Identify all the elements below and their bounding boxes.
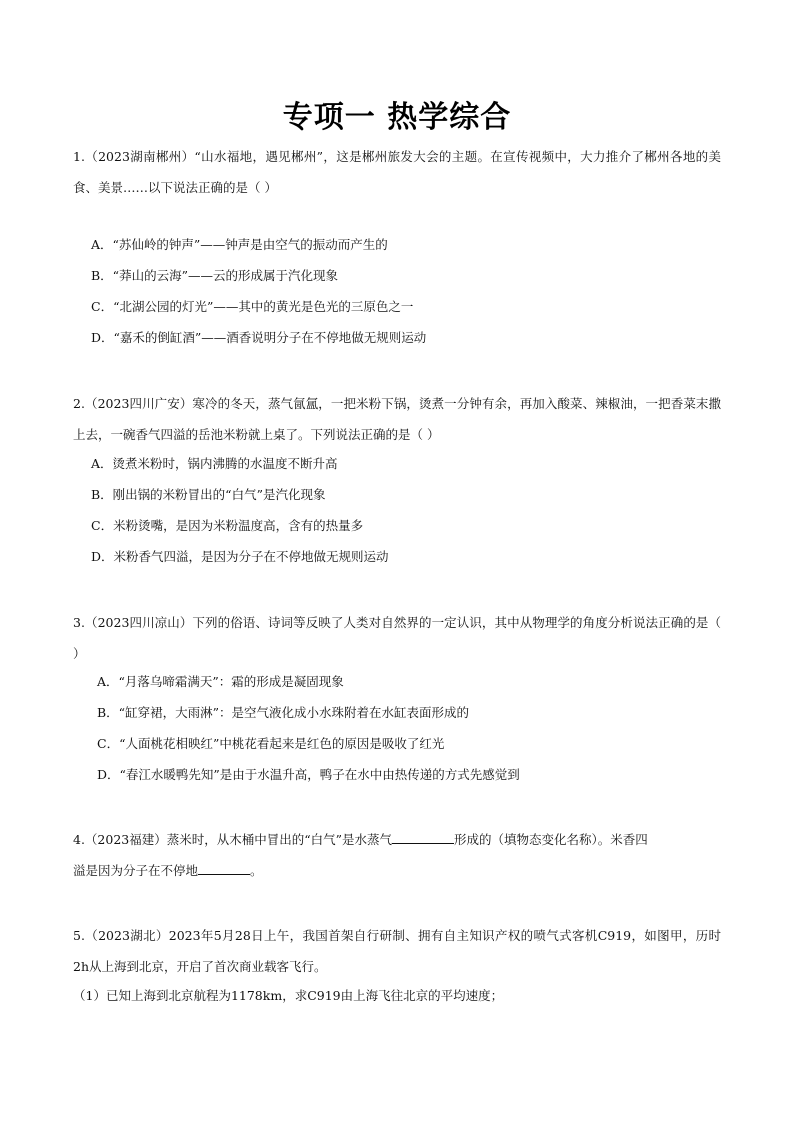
question-4-blank-2[interactable] xyxy=(198,861,250,875)
question-4-line-1 xyxy=(73,830,648,849)
question-4-blank-1[interactable] xyxy=(392,830,454,844)
page-title: 专项一 热学综合 xyxy=(282,100,512,135)
question-5-sub-1: （1）已知上海到北京航程为1178km，求C919由上海飞往北京的平均速度； xyxy=(73,988,504,1003)
question-3-stem: 3.（2023四川凉山）下列的俗语、诗词等反映了人类对自然界的一定认识，其中从物理学的角度分析说法正确的是（ ） xyxy=(73,615,721,661)
question-3-option-d: D．“春江水暖鸭先知”是由于水温升高，鸭子在水中由热传递的方式先感觉到 xyxy=(97,767,520,782)
question-2-stem: 2.（2023四川广安）寒冷的冬天，蒸气氤氲，一把米粉下锅，烫煮一分钟有余，再加入酸菜、辣椒油，一把香菜末撒上去，一碗香气四溢的岳池米粉就上桌了。下列说法正确的是（ ） xyxy=(73,396,721,442)
question-1-option-a: A．“苏仙岭的钟声”——钟声是由空气的振动而产生的 xyxy=(91,237,388,252)
question-3-option-a: A．“月落乌啼霜满天”：霜的形成是凝固现象 xyxy=(97,674,344,689)
question-3-option-b: B．“缸穿裙，大雨淋”：是空气液化成小水珠附着在水缸表面形成的 xyxy=(97,705,469,720)
question-1-option-d: D．“嘉禾的倒缸酒”——酒香说明分子在不停地做无规则运动 xyxy=(91,330,427,345)
question-2-option-b: B．刚出锅的米粉冒出的“白气”是汽化现象 xyxy=(91,487,326,502)
question-4-line-2 xyxy=(73,861,263,880)
question-2-option-c: C．米粉烫嘴，是因为米粉温度高，含有的热量多 xyxy=(91,518,364,533)
question-1-option-b: B．“莽山的云海”——云的形成属于汽化现象 xyxy=(91,268,338,283)
question-5-stem: 5.（2023湖北）2023年5月28日上午，我国首架自行研制、拥有自主知识产权的喷气式客机C919，如图甲，历时2h从上海到北京，开启了首次商业载客飞行。 xyxy=(73,928,721,974)
question-4-text-2: 形成的（填物态变化名称）。米香四 xyxy=(454,832,648,847)
question-1-stem: 1.（2023湖南郴州）“山水福地，遇见郴州”，这是郴州旅发大会的主题。在宣传视频中，大力推介了郴州各地的美食、美景……以下说法正确的是（ ） xyxy=(73,149,721,195)
question-2-option-d: D．米粉香气四溢，是因为分子在不停地做无规则运动 xyxy=(91,549,389,564)
question-4-text-3: 溢是因为分子在不停地 xyxy=(73,863,199,878)
question-4-text-4: 。 xyxy=(250,863,263,878)
question-2-option-a: A．烫煮米粉时，锅内沸腾的水温度不断升高 xyxy=(91,456,338,471)
question-4-text-1: 4.（2023福建）蒸米时，从木桶中冒出的“白气”是水蒸气 xyxy=(73,832,393,847)
question-1-option-c: C．“北湖公园的灯光”——其中的黄光是色光的三原色之一 xyxy=(91,299,414,314)
question-3-option-c: C．“人面桃花相映红”中桃花看起来是红色的原因是吸收了红光 xyxy=(97,736,445,751)
